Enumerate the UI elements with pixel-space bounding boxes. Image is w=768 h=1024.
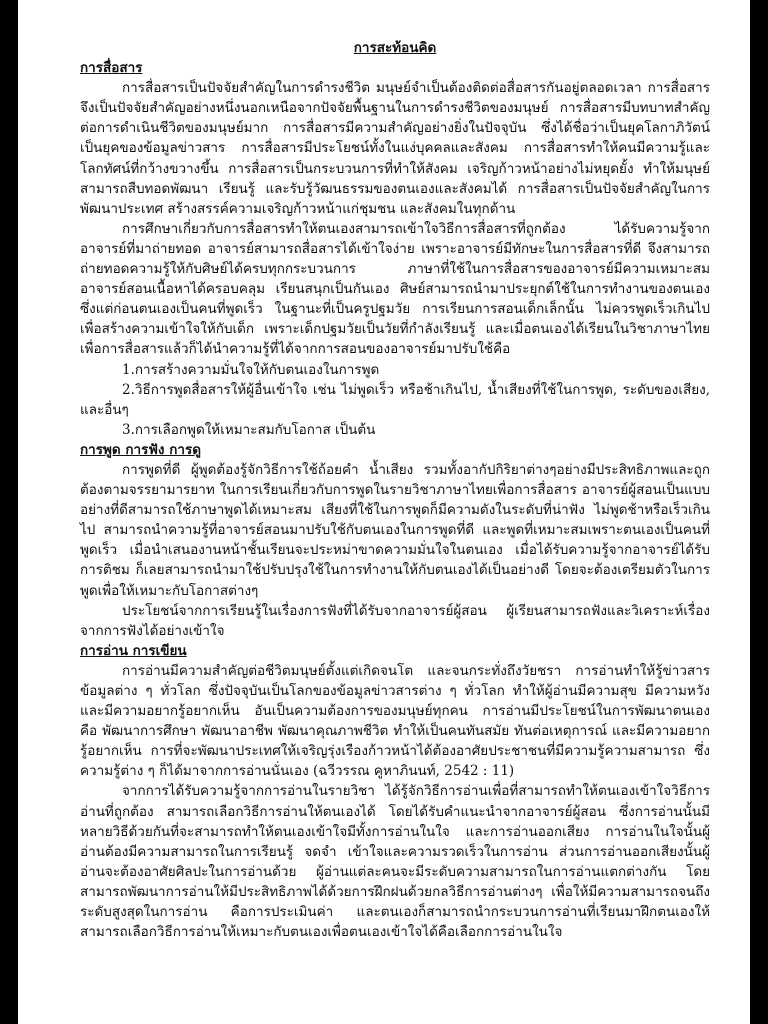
list-item: 3.การเลือกพูดให้เหมาะสมกับโอกาส เป็นต้น [122, 421, 376, 438]
paragraph: การพูดที่ดี ผู้พูดต้องรู้จักวิธีการใช้ถ้อยคำ น้ำเสียง รวมทั้งอากัปกิริยาต่างๆอย่างมีประสิทธิภาพและถูกต้องตามจรรยามารยาท ในการเรียนเกี่ยวกับการพูดในรายวิชาภาษาไทยเพื่อการสื่อสาร อาจารย์ผู้สอนเป็นแบบอย่างที่ดีสามารถใช้ภาษาพูดได้เหมาะสม เสียงที่ใช้ในการพูดก็มีความดังในระดับที่น่าฟัง ไม่พูดช้าหรือเร็วเกินไป สามารถนำความรู้ที่อาจารย์สอนมาปรับใช้กับตนเองในการพูดที่ดี และพูดที่เหมาะสมเพราะตนเองเป็นคนที่พูดเร็ว เมื่อนำเสนองานหน้าชั้นเรียนจะประหม่าขาดความมั่นใจในตนเอง เมื่อได้รับความรู้จากอาจารย์ได้รับการติชม ก็เลยสามารถนำมาใช้ปรับปรุงใช้ในการทำงานให้กับตนเองได้เป็นอย่างดี โดยจะต้องเตรียมตัวในการพูดเพื่อให้เหมาะกับโอกาสต่างๆ [80, 461, 710, 599]
section-communication [80, 58, 710, 440]
document-content [80, 38, 710, 942]
paragraph: การสื่อสารเป็นปัจจัยสำคัญในการดำรงชีวิต มนุษย์จำเป็นต้องติดต่อสื่อสารกันอยู่ตลอดเวลา การสื่อสารจึงเป็นปัจจัยสำคัญอย่างหนึ่งนอกเหนือจากปัจจัยพื้นฐานในการดำรงชีวิตของมนุษย์ การสื่อสารมีบทบาทสำคัญต่อการดำเนินชีวิตของมนุษย์มาก การสื่อสารมีความสำคัญอย่างยิ่งในปัจจุบัน ซึ่งได้ชื่อว่าเป็นยุคโลกาภิวัตน์ เป็นยุคของข้อมูลข่าวสาร การสื่อสารมีประโยชน์ทั้งในแง่บุคคลและสังคม การสื่อสารทำให้คนมีความรู้และโลกทัศน์ที่กว้างขวางขึ้น การสื่อสารเป็นกระบวนการที่ทำให้สังคม เจริญก้าวหน้าอย่างไม่หยุดยั้ง ทำให้มนุษย์สามารถสืบทอดพัฒนา เรียนรู้ และรับรู้วัฒนธรรมของตนเองและสังคมได้ การสื่อสารเป็นปัจจัยสำคัญในการพัฒนาประเทศ สร้างสรรค์ความเจริญก้าวหน้าแก่ชุมชน และสังคมในทุกด้าน [80, 80, 710, 217]
document-page [18, 0, 750, 1024]
paragraph: จากการได้รับความรู้จากการอ่านในรายวิชา ได้รู้จักวิธีการอ่านเพื่อที่สามารถทำให้ตนเองเข้าใจวิธีการอ่านที่ถูกต้อง สามารถเลือกวิธีการอ่านให้ตนเองได้ โดยได้รับคำแนะนำจากอาจารย์ผู้สอน ซึ่งการอ่านนั้นมีหลายวิธีด้วยกันที่จะสามารถทำให้ตนเองเข้าใจมีทั้งการอ่านในใจ และการอ่านออกเสียง การอ่านในใจนั้นผู้อ่านต้องมีความสามารถในการเรียนรู้ จดจำ เข้าใจและความรวดเร็วในการอ่าน ส่วนการอ่านออกเสียงนั้นผู้อ่านจะต้องอาศัยศิลปะในการอ่านด้วย ผู้อ่านแต่ละคนจะมีระดับความสามารถในการอ่านแตกต่างกัน โดยสามารถพัฒนาการอ่านให้มีประสิทธิภาพได้ด้วยการฝึกฝนด้วยกลวิธีการอ่านต่างๆ เพื่อให้มีความสามารถจนถึงระดับสูงสุดในการอ่าน คือการประเมินค่า และตนเองก็สามารถนำกระบวนการอ่านที่เรียนมาฝึกตนเองให้สามารถเลือกวิธีการอ่านให้เหมาะกับตนเองเพื่อตนเองเข้าใจได้คือเลือกการอ่านในใจ [80, 783, 710, 941]
section-reading-writing [80, 641, 710, 942]
paragraph: การศึกษาเกี่ยวกับการสื่อสารทำให้ตนเองสามารถเข้าใจวิธีการสื่อสารที่ถูกต้อง ได้รับความรู้จากอาจารย์ที่มาถ่ายทอด อาจารย์สามารถสื่อสารได้เข้าใจง่าย เพราะอาจารย์มีทักษะในการสื่อสารที่ดี จึงสามารถถ่ายทอดความรู้ให้กับศิษย์ได้ครบทุกกระบวนการ ภาษาที่ใช้ในการสื่อสารของอาจารย์มีความเหมาะสม อาจารย์สอนเนื้อหาได้ครอบคลุม เรียนสนุกเป็นกันเอง ศิษย์สามารถนำมาประยุกต์ใช้ในการทำงานของตนเอง ซึ่งแต่ก่อนตนเองเป็นคนที่พูดเร็ว ในฐานะที่เป็นครูปฐมวัย การเรียนการสอนเด็กเล็กนั้น ไม่ควรพูดเร็วเกินไป เพื่อสร้างความเข้าใจให้กับเด็ก เพราะเด็กปฐมวัยเป็นวัยที่กำลังเรียนรู้ และเมื่อตนเองได้เรียนในวิชาภาษาไทยเพื่อการสื่อสารแล้วก็ได้นำความรู้ที่ได้จากการสอนของอาจารย์มาปรับใช้คือ [80, 220, 710, 358]
section-speaking-listening [80, 440, 710, 641]
section-heading: การพูด การฟัง การดู [80, 441, 201, 458]
page-title: การสะท้อนคิด [353, 40, 437, 56]
section-heading: การอ่าน การเขียน [80, 642, 187, 659]
list-item: 1.การสร้างความมั่นใจให้กับตนเองในการพูด [122, 361, 380, 378]
paragraph: ประโยชน์จากการเรียนรู้ในเรื่องการฟังที่ได้รับจากอาจารย์ผู้สอน ผู้เรียนสามารถฟังและวิเคราะห์เรื่องจากการฟังได้อย่างเข้าใจ [80, 602, 710, 639]
section-heading: การสื่อสาร [80, 60, 143, 77]
paragraph: การอ่านมีความสำคัญต่อชีวิตมนุษย์ตั้งแต่เกิดจนโต และจนกระทั่งถึงวัยชรา การอ่านทำให้รู้ข่าวสารข้อมูลต่าง ๆ ทั่วโลก ซึ่งปัจจุบันเป็นโลกของข้อมูลข่าวสารต่าง ๆ ทั่วโลก ทำให้ผู้อ่านมีความสุข มีความหวัง และมีความอยากรู้อยากเห็น อันเป็นความต้องการของมนุษย์ทุกคน การอ่านมีประโยชน์ในการพัฒนาตนเอง คือ พัฒนาการศึกษา พัฒนาอาชีพ พัฒนาคุณภาพชีวิต ทำให้เป็นคนทันสมัย ทันต่อเหตุการณ์ และมีความอยากรู้อยากเห็น การที่จะพัฒนาประเทศให้เจริญรุ่งเรืองก้าวหน้าได้ต้องอาศัยประชาชนที่มีความรู้ความสามารถ ซึ่งความรู้ต่าง ๆ ก็ได้มาจากการอ่านนั่นเอง (ฉวีวรรณ คูหาภินนท์, 2542 : 11) [80, 662, 710, 780]
list-item: 2.วิธีการพูดสื่อสารให้ผู้อื่นเข้าใจ เช่น ไม่พูดเร็ว หรือช้าเกินไป, น้ำเสียงที่ใช้ในการพูด, ระดับของเสียง, และอื่นๆ [80, 381, 710, 418]
